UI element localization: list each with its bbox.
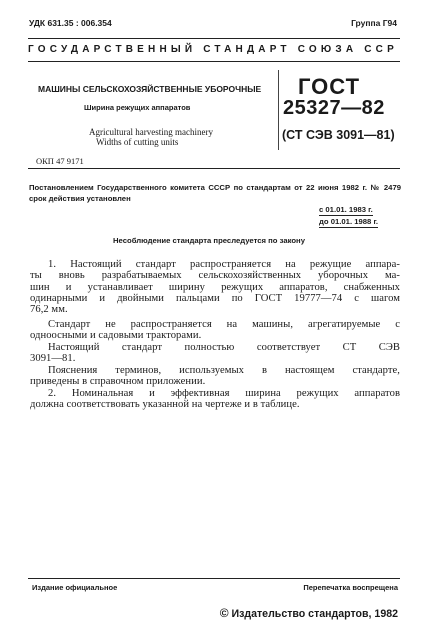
english-title-line1: Agricultural harvesting machinery bbox=[89, 127, 213, 137]
paragraph-5-line: 2. Номинальная и эффективная ширина режущих аппаратов bbox=[48, 388, 400, 399]
group-code: Группа Г94 bbox=[351, 18, 397, 28]
gost-label: ГОСТ bbox=[298, 74, 361, 99]
paragraph-1 bbox=[30, 259, 400, 315]
product-title: МАШИНЫ СЕЛЬСКОХОЗЯЙСТВЕННЫЕ УБОРОЧНЫЕ bbox=[38, 84, 262, 94]
st-sev-reference: (СТ СЭВ 3091—81) bbox=[282, 128, 395, 142]
publisher-name: Издательство стандартов, 1982 bbox=[231, 608, 398, 620]
paragraph-1-line: одинарными и двойными пальцами по ГОСТ 19777—74 с шагом bbox=[30, 292, 400, 304]
copyright-icon: © bbox=[219, 606, 229, 620]
paragraph-2-line: одноосными и садовыми тракторами. bbox=[30, 330, 202, 342]
official-edition: Издание официальное bbox=[32, 583, 118, 592]
paragraph-2 bbox=[30, 319, 400, 342]
top-rule bbox=[28, 38, 400, 39]
standard-title: ГОСУДАРСТВЕННЫЙ СТАНДАРТ СОЮЗА ССР bbox=[28, 44, 398, 55]
title-rule bbox=[28, 61, 400, 62]
paragraph-4-line: приведены в справочном приложении. bbox=[30, 376, 206, 388]
decree-text: Постановлением Государственного комитета СССР по стандартам от 22 июня 1982 г. № 2479 срок действия установлен bbox=[29, 183, 401, 203]
gost-number: 25327—82 bbox=[283, 97, 385, 119]
paragraph-3-line: Настоящий стандарт полностью соответствует СТ СЭВ bbox=[48, 342, 400, 353]
paragraph-4 bbox=[30, 365, 400, 388]
english-title-line2: Widths of cutting units bbox=[96, 137, 179, 147]
paragraph-2-line: Стандарт не распространяется на машины, агрегатируемые с bbox=[48, 319, 400, 330]
paragraph-1-line: 76,2 мм. bbox=[30, 304, 68, 316]
title-divider bbox=[278, 70, 279, 150]
law-notice: Несоблюдение стандарта преследуется по закону bbox=[113, 236, 305, 245]
paragraph-1-line: ты вновь разрабатываемых сельскохозяйственных уборочных ма- bbox=[30, 270, 400, 282]
product-subtitle: Ширина режущих аппаратов bbox=[84, 103, 191, 112]
publisher-line bbox=[220, 606, 398, 620]
okp-code: ОКП 47 9171 bbox=[36, 156, 84, 166]
paragraph-5-line: должна соответствовать указанной на чертеже и в таблице. bbox=[30, 399, 300, 411]
footer-rule bbox=[28, 578, 400, 579]
paragraph-5 bbox=[30, 388, 400, 411]
reprint-notice: Перепечатка воспрещена bbox=[303, 583, 398, 592]
paragraph-1-line: 1. Настоящий стандарт распространяется на режущие аппара- bbox=[48, 259, 400, 270]
paragraph-3 bbox=[30, 342, 400, 365]
udk-code: УДК 631.35 : 006.354 bbox=[29, 18, 112, 28]
valid-to-date: до 01.01. 1988 г. bbox=[319, 217, 379, 226]
section-rule bbox=[28, 168, 400, 169]
paragraph-4-line: Пояснения терминов, используемых в настоящем стандарте, bbox=[48, 365, 400, 376]
paragraph-3-line: 3091—81. bbox=[30, 353, 76, 365]
valid-from-date: с 01.01. 1983 г. bbox=[319, 205, 373, 214]
paragraph-1-line: шин и устанавливает ширину режущих аппаратов, снабженных bbox=[30, 281, 400, 293]
